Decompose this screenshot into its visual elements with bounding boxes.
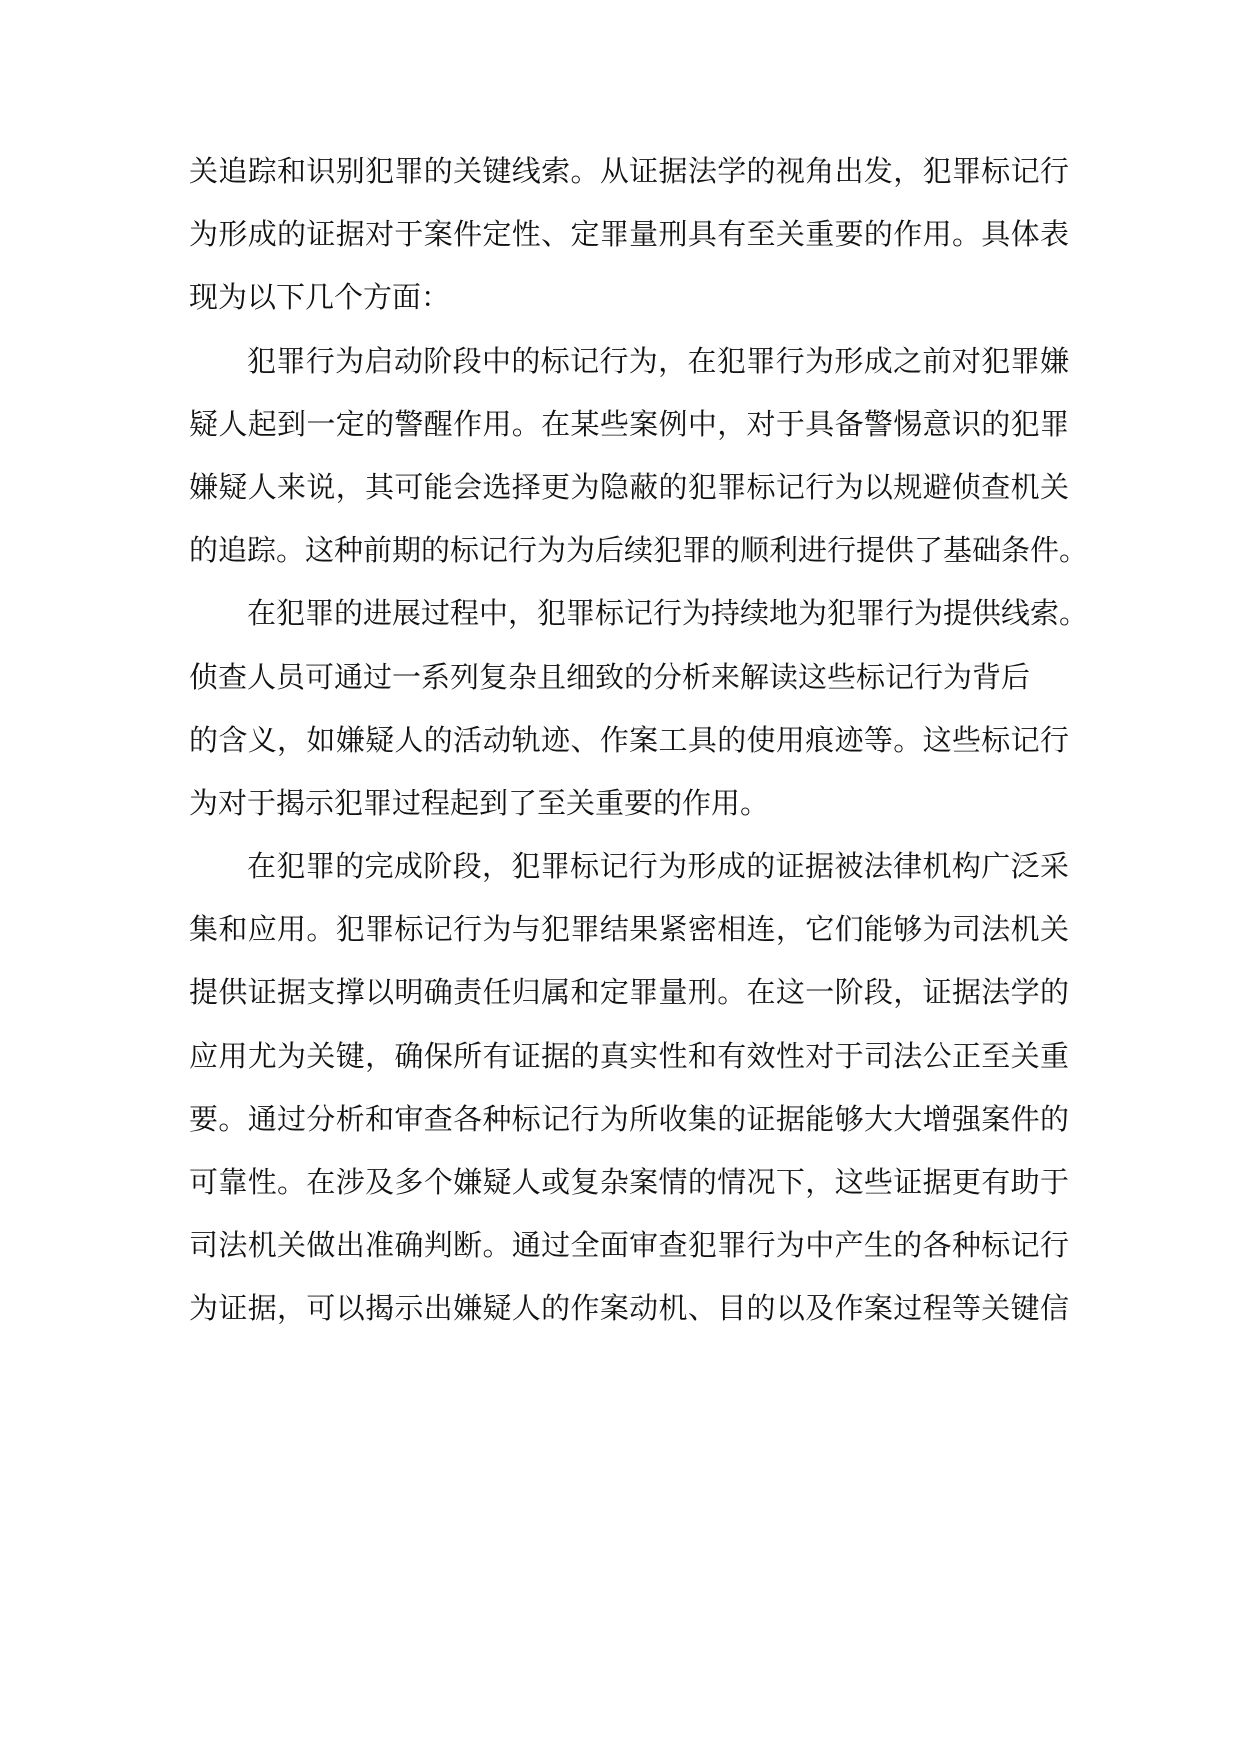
text-line: 疑人起到一定的警醒作用。在某些案例中，对于具备警惕意识的犯罪 [189,406,1069,441]
text-line: 集和应用。犯罪标记行为与犯罪结果紧密相连，它们能够为司法机关 [189,912,1069,947]
text-line: 嫌疑人来说，其可能会选择更为隐蔽的犯罪标记行为以规避侦查机关 [189,469,1069,504]
text-line: 的含义，如嫌疑人的活动轨迹、作案工具的使用痕迹等。这些标记行 [189,722,1069,757]
text-line: 关追踪和识别犯罪的关键线索。从证据法学的视角出发，犯罪标记行 [189,154,1069,188]
text-line: 司法机关做出准确判断。通过全面审查犯罪行为中产生的各种标记行 [189,1228,1069,1263]
text-line: 侦查人员可通过一系列复杂且细致的分析来解读这些标记行为背后 [189,659,1031,694]
text-line: 现为以下几个方面： [189,280,451,315]
text-line: 提供证据支撑以明确责任归属和定罪量刑。在这一阶段，证据法学的 [189,975,1069,1010]
text-line: 要。通过分析和审查各种标记行为所收集的证据能够大大增强案件的 [189,1101,1069,1136]
text-line: 为证据，可以揭示出嫌疑人的作案动机、目的以及作案过程等关键信 [189,1291,1069,1326]
text-line: 应用尤为关键，确保所有证据的真实性和有效性对于司法公正至关重 [189,1038,1069,1073]
document-body [189,140,1089,1341]
paragraph-first-line: 在犯罪的完成阶段，犯罪标记行为形成的证据被法律机构广泛采 [247,849,1069,884]
text-line: 为形成的证据对于案件定性、定罪量刑具有至关重要的作用。具体表 [189,217,1069,252]
text-line: 可靠性。在涉及多个嫌疑人或复杂案情的情况下，这些证据更有助于 [189,1165,1069,1199]
paragraph-first-line: 在犯罪的进展过程中，犯罪标记行为持续地为犯罪行为提供线索。 [247,596,1089,631]
text-line: 的追踪。这种前期的标记行为为后续犯罪的顺利进行提供了基础条件。 [189,533,1089,568]
text-line: 为对于揭示犯罪过程起到了至关重要的作用。 [189,785,770,820]
paragraph-first-line: 犯罪行为启动阶段中的标记行为，在犯罪行为形成之前对犯罪嫌 [247,343,1069,378]
